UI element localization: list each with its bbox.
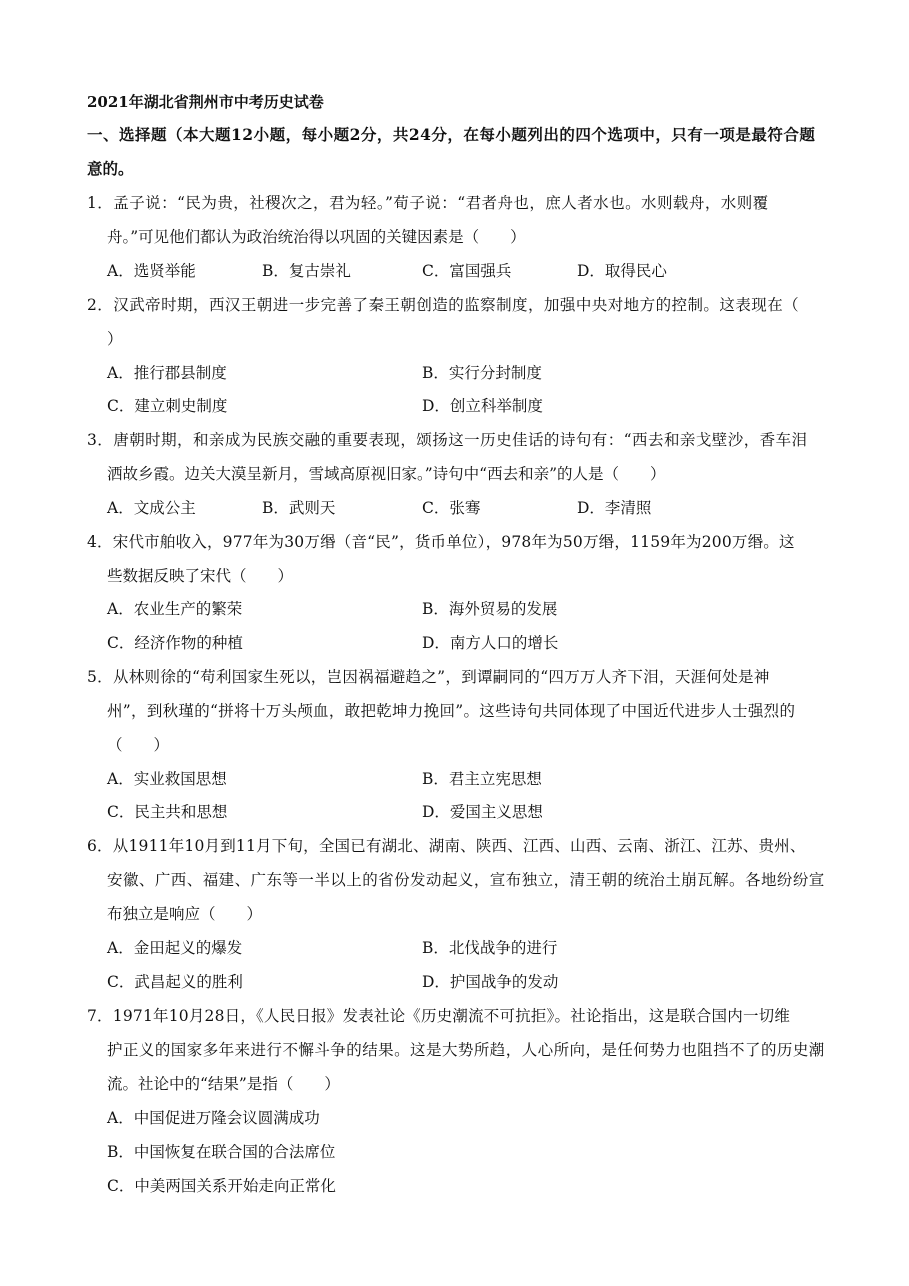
option-c[interactable]: C．民主共和思想 <box>107 803 228 821</box>
question-text-line: 洒故乡霞。边关大漠呈新月，雪域高原视旧家。”诗句中“西去和亲”的人是（ ） <box>107 465 666 483</box>
option-d[interactable]: D．护国战争的发动 <box>422 973 559 991</box>
option-b[interactable]: B．海外贸易的发展 <box>422 600 558 618</box>
question-text-line: 布独立是响应（ ） <box>107 905 263 923</box>
option-c[interactable]: C．经济作物的种植 <box>107 634 243 652</box>
option-c[interactable]: C．武昌起义的胜利 <box>107 973 243 991</box>
option-a[interactable]: A．农业生产的繁荣 <box>107 600 243 618</box>
option-d[interactable]: D．南方人口的增长 <box>422 634 559 652</box>
question-text-line: 7．1971年10月28日，《人民日报》发表社论《历史潮流不可抗拒》。社论指出，这是联合国内一切维 <box>87 1007 791 1025</box>
option-c[interactable]: C．张骞 <box>422 499 481 517</box>
question-text-line: 流。社论中的“结果”是指（ ） <box>107 1075 340 1093</box>
option-c[interactable]: C．建立刺史制度 <box>107 397 228 415</box>
option-b[interactable]: B．中国恢复在联合国的合法席位 <box>107 1143 336 1161</box>
option-a[interactable]: A．中国促进万隆会议圆满成功 <box>107 1109 320 1127</box>
question-text-line: 舟。”可见他们都认为政治统治得以巩固的关键因素是（ ） <box>107 228 526 246</box>
question-text-line: 护正义的国家多年来进行不懈斗争的结果。这是大势所趋，人心所向，是任何势力也阻挡不了的历史潮 <box>107 1041 825 1059</box>
question-text-line: ） <box>107 330 123 348</box>
question-text-line: 1．孟子说：“民为贵，社稷次之，君为轻。”荀子说：“君者舟也，庶人者水也。水则载舟，水则覆 <box>87 194 769 212</box>
option-b[interactable]: B．北伐战争的进行 <box>422 939 558 957</box>
option-a[interactable]: A．推行郡县制度 <box>107 364 227 382</box>
option-d[interactable]: D．爱国主义思想 <box>422 803 543 821</box>
option-a[interactable]: A．选贤举能 <box>107 262 196 280</box>
question-text-line: 2．汉武帝时期，西汉王朝进一步完善了秦王朝创造的监察制度，加强中央对地方的控制。这表现在（ <box>87 296 800 314</box>
section-heading-line-1: 一、选择题（本大题12小题，每小题2分，共24分，在每小题列出的四个选项中，只有一项是最符合题 <box>87 125 816 144</box>
option-d[interactable]: D．取得民心 <box>577 262 667 280</box>
option-c[interactable]: C．富国强兵 <box>422 262 512 280</box>
option-b[interactable]: B．君主立宪思想 <box>422 770 542 788</box>
option-b[interactable]: B．复古崇礼 <box>262 262 351 280</box>
question-text-line: 6．从1911年10月到11月下旬，全国已有湖北、湖南、陕西、江西、山西、云南、浙江、江苏、贵州、 <box>87 837 806 855</box>
option-b[interactable]: B．武则天 <box>262 499 336 517</box>
question-text-line: 安徽、广西、福建、广东等一半以上的省份发动起义，宣布独立，清王朝的统治土崩瓦解。各地纷纷宣 <box>107 871 825 889</box>
option-a[interactable]: A．文成公主 <box>107 499 196 517</box>
question-text-line: （ ） <box>107 736 170 754</box>
option-b[interactable]: B．实行分封制度 <box>422 364 542 382</box>
option-a[interactable]: A．实业救国思想 <box>107 770 227 788</box>
question-text-line: 州”，到秋瑾的“拼将十万头颅血，敢把乾坤力挽回”。这些诗句共同体现了中国近代进步人士强烈的 <box>107 702 796 720</box>
option-a[interactable]: A．金田起义的爆发 <box>107 939 243 957</box>
option-c[interactable]: C．中美两国关系开始走向正常化 <box>107 1177 336 1195</box>
question-text-line: 5．从林则徐的“苟利国家生死以，岂因祸福避趋之”，到谭嗣同的“四万万人齐下泪，天涯何处是神 <box>87 668 770 686</box>
option-d[interactable]: D．李清照 <box>577 499 652 517</box>
exam-title: 2021年湖北省荆州市中考历史试卷 <box>87 93 324 111</box>
question-text-line: 些数据反映了宋代（ ） <box>107 567 294 585</box>
section-heading-line-2: 意的。 <box>87 159 134 178</box>
option-d[interactable]: D．创立科举制度 <box>422 397 543 415</box>
question-text-line: 3．唐朝时期，和亲成为民族交融的重要表现，颂扬这一历史佳话的诗句有：“西去和亲戈壁沙，香车泪 <box>87 431 808 449</box>
question-text-line: 4．宋代市舶收入，977年为30万缗（音“民”，货币单位），978年为50万缗，1159年为200万缗。这 <box>87 533 795 551</box>
